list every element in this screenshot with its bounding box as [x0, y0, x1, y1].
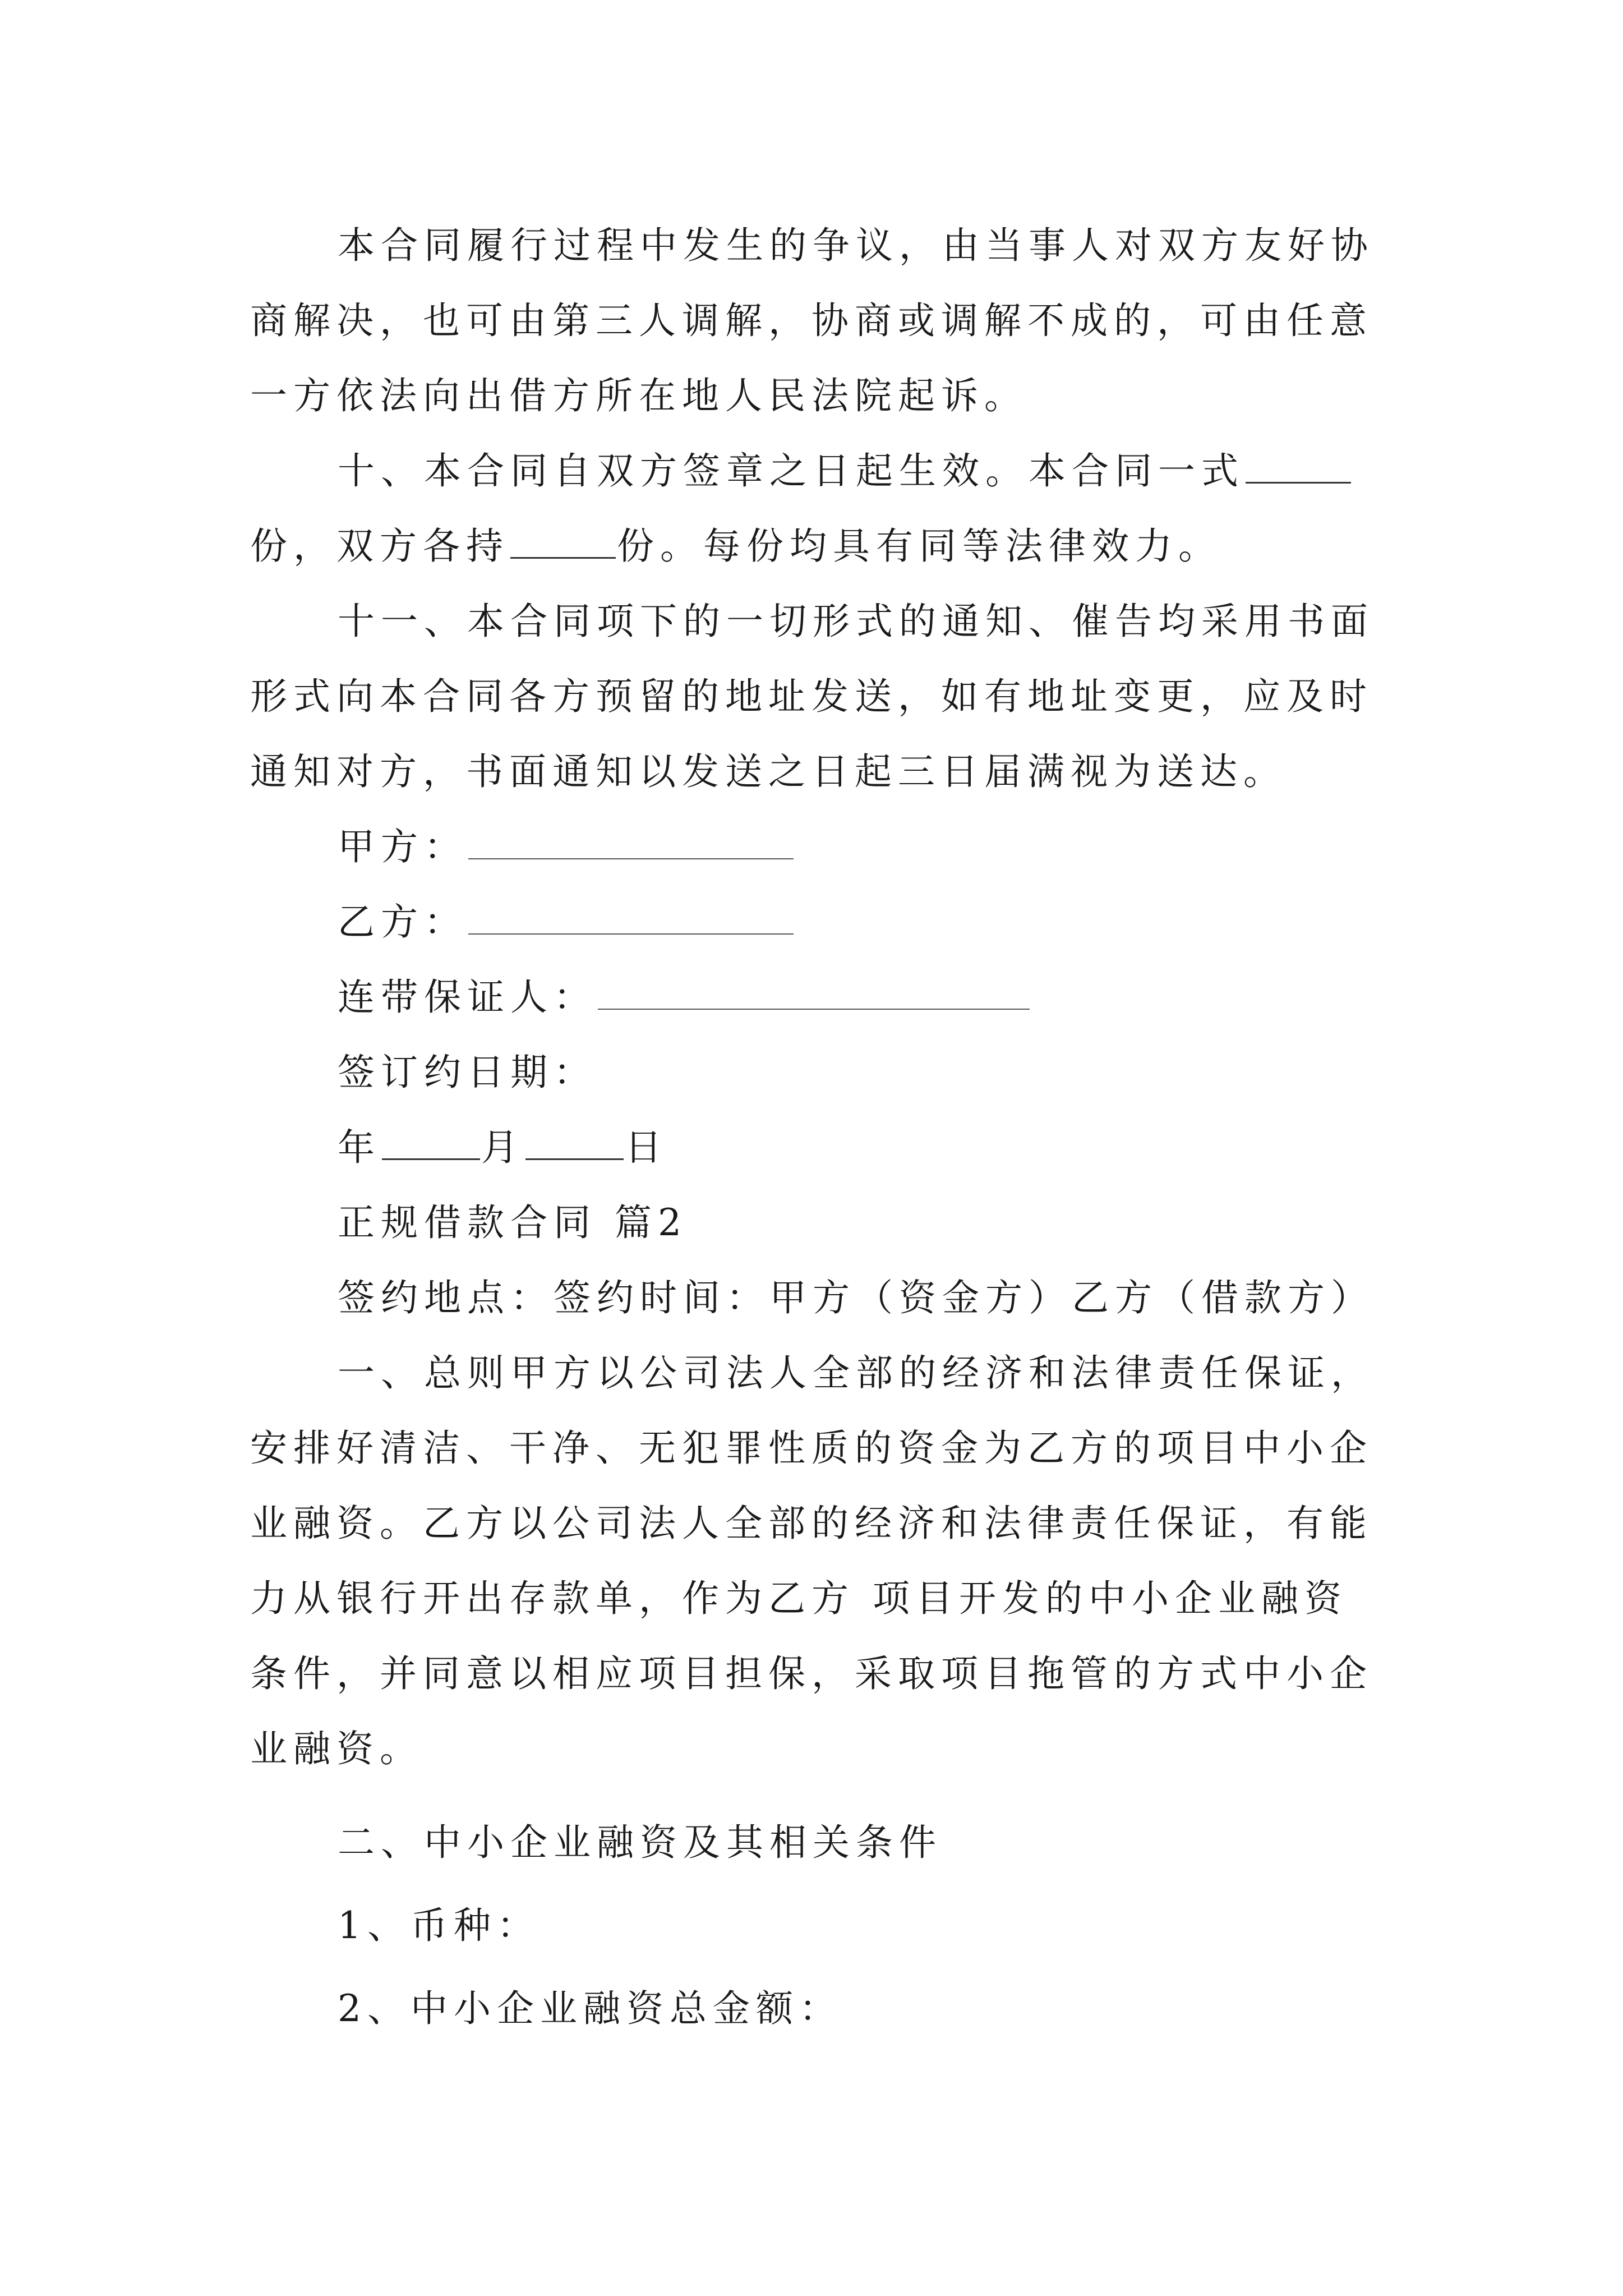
- clause-ten-text: 十、本合同自双方签章之日起生效。本合同一式: [338, 449, 1244, 493]
- copies-total-blank: [1246, 452, 1351, 484]
- sign-info-line: 签约地点：签约时间：甲方（资金方）乙方（借款方）: [338, 1276, 1374, 1319]
- clause-ten-line: [338, 449, 1352, 494]
- section-title: 正规借款合同 篇2: [338, 1201, 688, 1244]
- paragraph-line: 业融资。乙方以公司法人全部的经济和法律责任保证，有能: [250, 1502, 1373, 1545]
- day-label: 日: [625, 1126, 668, 1169]
- day-blank: [525, 1128, 624, 1160]
- list-item-currency: 1、币种：: [338, 1904, 540, 1947]
- list-item-total-amount: 2、中小企业融资总金额：: [338, 1987, 842, 2030]
- year-label: 年: [338, 1126, 381, 1169]
- sign-date-label: 签订约日期：: [338, 1051, 597, 1094]
- paragraph-line: 业融资。: [250, 1727, 423, 1770]
- paragraph-line: 通知对方，书面通知以发送之日起三日届满视为送达。: [250, 750, 1287, 793]
- copies-validity-text: 份。每份均具有同等法律效力。: [617, 524, 1221, 568]
- date-line: [338, 1125, 668, 1170]
- paragraph-line: 一方依法向出借方所在地人民法院起诉。: [250, 374, 1027, 417]
- month-blank: [382, 1128, 480, 1160]
- copies-each-blank: [510, 527, 616, 559]
- paragraph-line: 条件，并同意以相应项目担保，采取项目拖管的方式中小企: [250, 1652, 1373, 1695]
- paragraph-line: 一、总则甲方以公司法人全部的经济和法律责任保证，: [338, 1351, 1374, 1395]
- paragraph-line: 力从银行开出存款单，作为乙方 项目开发的中小企业融资: [250, 1577, 1348, 1620]
- guarantor-label: 连带保证人：: [338, 976, 597, 1019]
- party-b-line: [338, 900, 795, 945]
- paragraph-line: 十一、本合同项下的一切形式的通知、催告均采用书面: [338, 600, 1374, 643]
- party-b-signature-blank: [468, 903, 794, 935]
- paragraph-line: 形式向本合同各方预留的地址发送，如有地址变更，应及时: [250, 675, 1373, 718]
- guarantor-line: [338, 975, 1031, 1020]
- paragraph-line: 商解决，也可由第三人调解，协商或调解不成的，可由任意: [250, 299, 1373, 342]
- month-label: 月: [481, 1126, 524, 1169]
- party-b-label: 乙方：: [338, 900, 467, 944]
- party-a-label: 甲方：: [338, 825, 467, 868]
- copies-each-text: 份，双方各持: [250, 524, 509, 568]
- party-a-signature-blank: [468, 828, 794, 859]
- paragraph-line: 本合同履行过程中发生的争议，由当事人对双方友好协: [338, 224, 1374, 267]
- party-a-line: [338, 825, 795, 869]
- clause-ten-line-2: [250, 524, 1221, 569]
- paragraph-line: 安排好清洁、干净、无犯罪性质的资金为乙方的项目中小企: [250, 1427, 1373, 1470]
- section-two-heading: 二、中小企业融资及其相关条件: [338, 1821, 942, 1864]
- guarantor-signature-blank: [598, 978, 1030, 1010]
